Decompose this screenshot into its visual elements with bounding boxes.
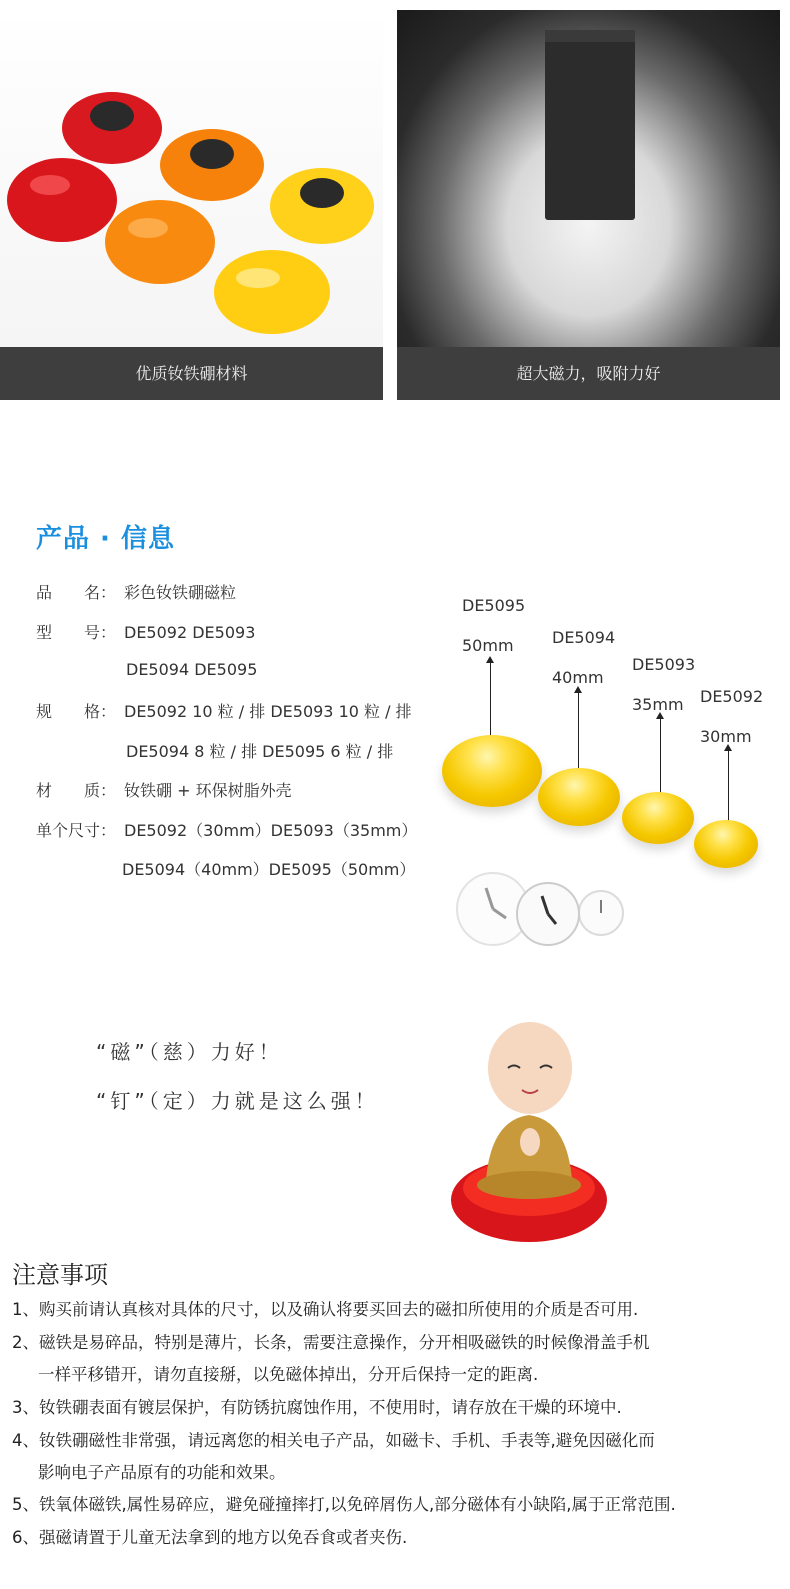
arrow-de5095 bbox=[490, 662, 491, 744]
size-model-de5093: DE5093 bbox=[632, 655, 696, 674]
clock-icon bbox=[516, 882, 580, 946]
colored-magnets-illustration bbox=[0, 10, 383, 347]
info-val-spec-2: DE5094 8 粒 / 排 DE5095 6 粒 / 排 bbox=[126, 742, 394, 761]
info-key-model: 型 号： bbox=[36, 623, 117, 642]
magnet-de5094 bbox=[538, 768, 620, 826]
note-item-continued: 影响电子产品原有的功能和效果。 bbox=[38, 1463, 286, 1482]
product-info-title: 产品 · 信息 bbox=[36, 524, 175, 554]
size-model-de5092: DE5092 bbox=[700, 687, 764, 706]
magnet-field-illustration bbox=[397, 10, 780, 347]
magnet-de5092 bbox=[694, 820, 758, 868]
size-model-de5095: DE5095 bbox=[462, 596, 526, 615]
monk-mascot-illustration bbox=[446, 1010, 612, 1246]
clock-hands-icon bbox=[518, 884, 578, 944]
info-key-size: 单个尺寸： bbox=[36, 821, 117, 840]
size-model-de5094: DE5094 bbox=[552, 628, 616, 647]
note-item: 6、强磁请置于儿童无法拿到的地方以免吞食或者夹伤. bbox=[12, 1528, 408, 1547]
info-val-material: 钕铁硼 + 环保树脂外壳 bbox=[124, 781, 292, 800]
info-val-model-1: DE5092 DE5093 bbox=[124, 623, 256, 642]
info-key-material: 材 质： bbox=[36, 781, 117, 800]
note-item: 5、铁氧体磁铁,属性易碎应，避免碰撞摔打,以免碎屑伤人,部分磁体有小缺陷,属于正常范围. bbox=[12, 1495, 676, 1514]
note-item: 1、购买前请认真核对具体的尺寸，以及确认将要买回去的磁扣所使用的介质是否可用. bbox=[12, 1300, 639, 1319]
size-dim-de5095: 50mm bbox=[462, 636, 514, 655]
size-dim-de5094: 40mm bbox=[552, 668, 604, 687]
clock-hands-icon bbox=[580, 892, 622, 934]
info-key-spec: 规 格： bbox=[36, 702, 117, 721]
info-val-size-2: DE5094（40mm）DE5095（50mm） bbox=[122, 860, 416, 879]
notes-title: 注意事项 bbox=[12, 1261, 108, 1289]
product-photo-colored-magnets bbox=[0, 10, 383, 400]
note-item-continued: 一样平移错开，请勿直接掰，以免磁体掉出，分开后保持一定的距离. bbox=[38, 1365, 539, 1384]
info-val-model-2: DE5094 DE5095 bbox=[126, 660, 258, 679]
arrow-de5092 bbox=[728, 750, 729, 824]
size-dim-de5092: 30mm bbox=[700, 727, 752, 746]
slogan-line-2: “钉”（定）力就是这么强！ bbox=[96, 1089, 379, 1113]
product-photo-magnetic-field bbox=[397, 10, 780, 400]
magnet-de5095 bbox=[442, 735, 542, 807]
arrow-de5094 bbox=[578, 692, 579, 774]
info-row-name bbox=[36, 580, 236, 603]
magnet-de5093 bbox=[622, 792, 694, 844]
info-key-name: 品 名： bbox=[36, 583, 117, 602]
info-row-size bbox=[36, 818, 417, 841]
info-val-name: 彩色钕铁硼磁粒 bbox=[124, 583, 237, 602]
info-row-spec bbox=[36, 699, 412, 722]
slogan-line-1: “磁”（慈）力好！ bbox=[96, 1040, 283, 1064]
info-val-spec-1: DE5092 10 粒 / 排 DE5093 10 粒 / 排 bbox=[124, 702, 412, 721]
info-val-size-1: DE5092（30mm）DE5093（35mm） bbox=[124, 821, 418, 840]
info-row-model bbox=[36, 620, 255, 643]
size-dim-de5093: 35mm bbox=[632, 695, 684, 714]
note-item: 4、钕铁硼磁性非常强，请远离您的相关电子产品，如磁卡、手机、手表等,避免因磁化而 bbox=[12, 1431, 655, 1450]
panel-caption-material: 优质钕铁硼材料 bbox=[0, 347, 383, 400]
note-item: 3、钕铁硼表面有镀层保护，有防锈抗腐蚀作用，不使用时，请存放在干燥的环境中. bbox=[12, 1398, 622, 1417]
info-row-material bbox=[36, 778, 292, 801]
arrow-de5093 bbox=[660, 718, 661, 800]
note-item: 2、磁铁是易碎品，特别是薄片，长条，需要注意操作，分开相吸磁铁的时候像滑盖手机 bbox=[12, 1333, 650, 1352]
panel-caption-magnetic-force: 超大磁力，吸附力好 bbox=[397, 347, 780, 400]
clock-icon bbox=[578, 890, 624, 936]
